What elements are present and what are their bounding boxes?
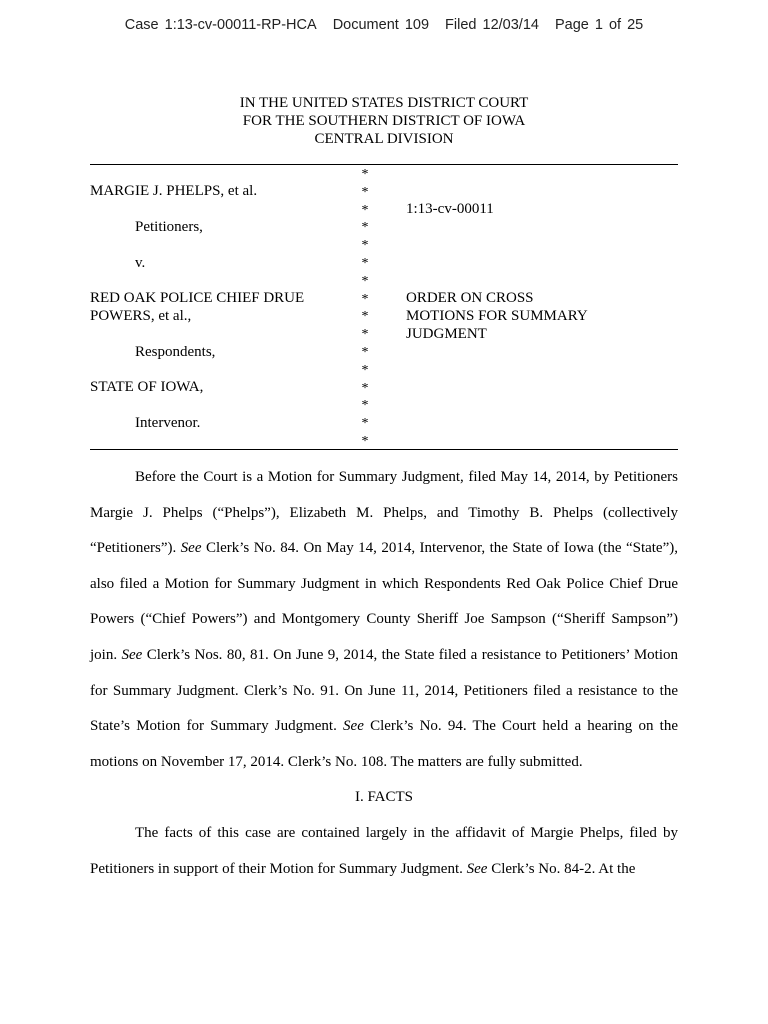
order-title-line-1: ORDER ON CROSS [406,290,534,306]
caption-star: * [361,416,369,432]
header-case-number: Case 1:13-cv-00011-RP-HCA [124,17,317,33]
facts-paragraph [90,816,678,887]
respondent-name [90,289,304,325]
petitioner-name: MARGIE J. PHELPS, et al. [90,183,258,199]
intervenor-name: STATE OF IOWA, [90,379,204,395]
see-signal: See [180,540,202,557]
caption-star: * [361,380,369,396]
see-signal: See [121,646,143,663]
caption-star: * [361,344,369,360]
versus-label: v. [135,255,146,271]
text-run: Clerk’s No. 84-2. At the [487,860,636,877]
header-page-number: Page 1 of 25 [554,17,644,33]
caption-star: * [361,220,369,236]
caption-star: * [361,291,369,307]
caption-top-rule [90,164,678,165]
intervenor-role: Intervenor. [135,415,201,431]
intro-paragraph [90,460,678,780]
caption-star-column [360,166,370,451]
caption-star: * [361,255,369,271]
court-line-1: IN THE UNITED STATES DISTRICT COURT [239,95,529,111]
text-run: Clerk’s No. 94. The Court held a hearing on the motions on November 17, 2014. Clerk’s No. 108. The matters are fully submitted. [90,718,678,770]
text-run: The facts of this case are contained largely in the affidavit of Margie Phelps, filed by Petitioners in support of their Motion for Summary Judgment. [90,824,678,877]
respondent-name-line-2: POWERS, et al., [90,308,192,324]
caption-star: * [361,238,369,254]
court-line-2: FOR THE SOUTHERN DISTRICT OF IOWA [242,113,526,129]
caption-star: * [361,433,369,449]
header-filed-date: Filed 12/03/14 [445,17,539,33]
header-document-number: Document 109 [332,17,430,33]
caption-star: * [361,273,369,289]
order-body [90,460,678,887]
order-title-line-3: JUDGMENT [406,326,487,342]
caption-star: * [361,362,369,378]
text-run: Clerk’s Nos. 80, 81. On June 9, 2014, the State filed a resistance to Petitioners’ Motion for Summary Judgment. Clerk’s No. 91. On June 11, 2014, Petitioners filed a resistance to the State’s Motion for Summary Judgment. [90,646,678,735]
order-title-line-2: MOTIONS FOR SUMMARY [406,308,588,324]
caption-star: * [361,309,369,325]
respondent-name-line-1: RED OAK POLICE CHIEF DRUE [90,290,305,306]
petitioner-role: Petitioners, [135,219,203,235]
caption-star: * [361,202,369,218]
caption-star: * [361,327,369,343]
caption-star: * [361,398,369,414]
text-run: Clerk’s No. 84. On May 14, 2014, Intervenor, the State of Iowa (the “State”), also filed a Motion for Summary Judgment in which Respondents Red Oak Police Chief Drue Powers (“Chief Powers”) and Montgomery County Sheriff Joe Sampson (“Sheriff Sampson”) join. [90,540,678,663]
court-line-3: CENTRAL DIVISION [314,131,454,147]
case-number: 1:13-cv-00011 [406,201,494,217]
text-run: Before the Court is a Motion for Summary Judgment, filed May 14, 2014, by Petitioners Margie J. Phelps (“Phelps”), Elizabeth M. Phelps, and Timothy B. Phelps (collectively “Petitioners”). [90,469,678,557]
section-heading-facts: I. FACTS [354,789,414,806]
court-title [0,94,768,148]
caption-star: * [361,167,369,182]
caption-star: * [361,184,369,200]
caption-bottom-rule [90,449,678,450]
order-title [406,289,588,343]
ecf-header [0,17,768,33]
see-signal: See [466,860,488,877]
see-signal: See [343,718,364,735]
respondent-role: Respondents, [135,344,216,360]
